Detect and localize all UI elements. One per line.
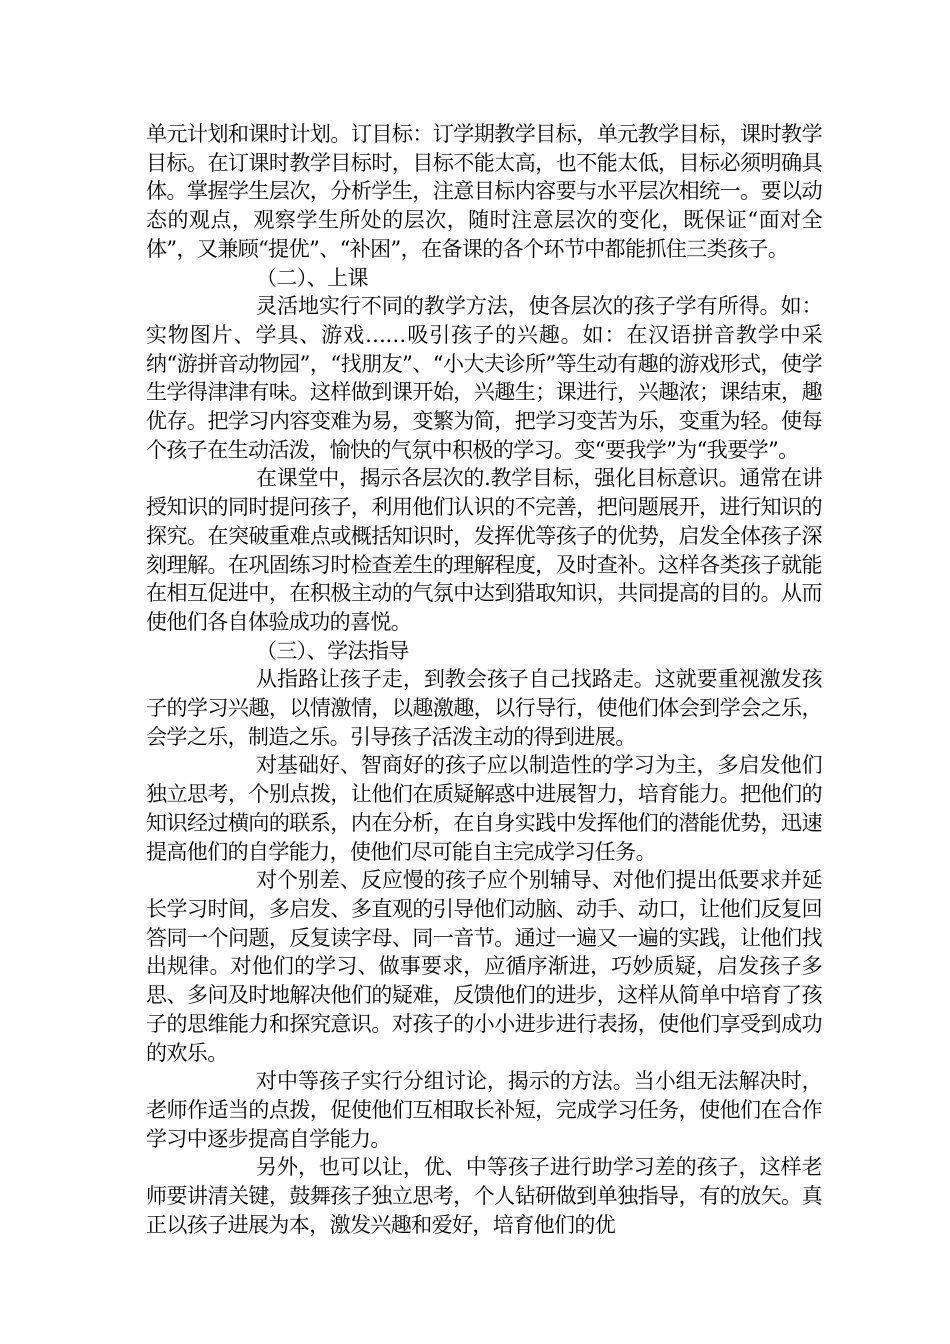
paragraph-classroom-goals: 在课堂中，揭示各层次的.教学目标，强化目标意识。通常在讲授知识的同时提问孩子，利用他们认识的不完善，把问题展开，进行知识的探究。在突破重难点或概括知识时，发挥优等孩子的优势，启发全体孩子深刻理解。在巩固练习时检查差生的理解程度，及时查补。这样各类孩子就能在相互促进中，在积极主动的气氛中达到猎取知识，共同提高的目的。从而使他们各自体验成功的喜悦。 bbox=[146, 466, 822, 634]
section-heading-class: （二）、上课 bbox=[256, 265, 368, 290]
paragraph-peer-help: 另外，也可以让，优、中等孩子进行助学习差的孩子，这样老师要讲清关键，鼓舞孩子独立思考，个人钻研做到单独指导，有的放矢。真正以孩子进展为本，激发兴趣和爱好，培育他们的优 bbox=[146, 1155, 822, 1237]
paragraph-weak-students: 对个别差、反应慢的孩子应个别辅导、对他们提出低要求并延长学习时间，多启发、多直观的引导他们动脑、动手、动口，让他们反复回答同一个问题，反复读字母、同一音节。通过一遍又一遍的实践，让他们找出规律。对他们的学习、做事要求，应循序渐进，巧妙质疑，启发孩子多思、多问及时地解决他们的疑难，反馈他们的进步，这样从简单中培育了孩子的思维能力和探究意识。对孩子的小小进步进行表扬，使他们享受到成功的欢乐。 bbox=[146, 868, 822, 1065]
paragraph-middle-students: 对中等孩子实行分组讨论，揭示的方法。当小组无法解决时，老师作适当的点拨，促使他们互相取长补短，完成学习任务，使他们在合作学习中逐步提高自学能力。 bbox=[146, 1069, 822, 1151]
document-page bbox=[146, 120, 822, 1239]
paragraph-teaching-methods: 灵活地实行不同的教学方法，使各层次的孩子学有所得。如：实物图片、学具、游戏……吸引孩子的兴趣。如：在汉语拼音教学中采纳“游拼音动物园”，“找朋友”、“小大夫诊所”等生动有趣的游戏形式，使学生学得津津有味。这样做到课开始，兴趣生；课进行，兴趣浓；课结束，趣优存。把学习内容变难为易，变繁为简，把学习变苦为乐，变重为轻。使每个孩子在生动活泼，愉快的气氛中积极的学习。变“要我学”为“我要学”。 bbox=[146, 294, 822, 462]
section-heading-study-guidance: （三）、学法指导 bbox=[256, 638, 409, 663]
paragraph-unit-plan: 单元计划和课时计划。订目标：订学期教学目标，单元教学目标，课时教学目标。在订课时教学目标时，目标不能太高，也不能太低，目标必须明确具体。掌握学生层次，分析学生，注意目标内容要与水平层次相统一。要以动态的观点，观察学生所处的层次，随时注意层次的变化，既保证“面对全体”，又兼顾“提优”、“补困”，在备课的各个环节中都能抓住三类孩子。 bbox=[146, 122, 822, 261]
paragraph-strong-students: 对基础好、智商好的孩子应以制造性的学习为主，多启发他们独立思考，个别点拨，让他们在质疑解惑中进展智力，培育能力。把他们的知识经过横向的联系，内在分析，在自身实践中发挥他们的潜能优势，迅速提高他们的自学能力，使他们尽可能自主完成学习任务。 bbox=[146, 753, 822, 864]
paragraph-find-path: 从指路让孩子走，到教会孩子自己找路走。这就要重视激发孩子的学习兴趣，以情激情，以趣激趣，以行导行，使他们体会到学会之乐，会学之乐，制造之乐。引导孩子活泼主动的得到进展。 bbox=[146, 667, 822, 749]
